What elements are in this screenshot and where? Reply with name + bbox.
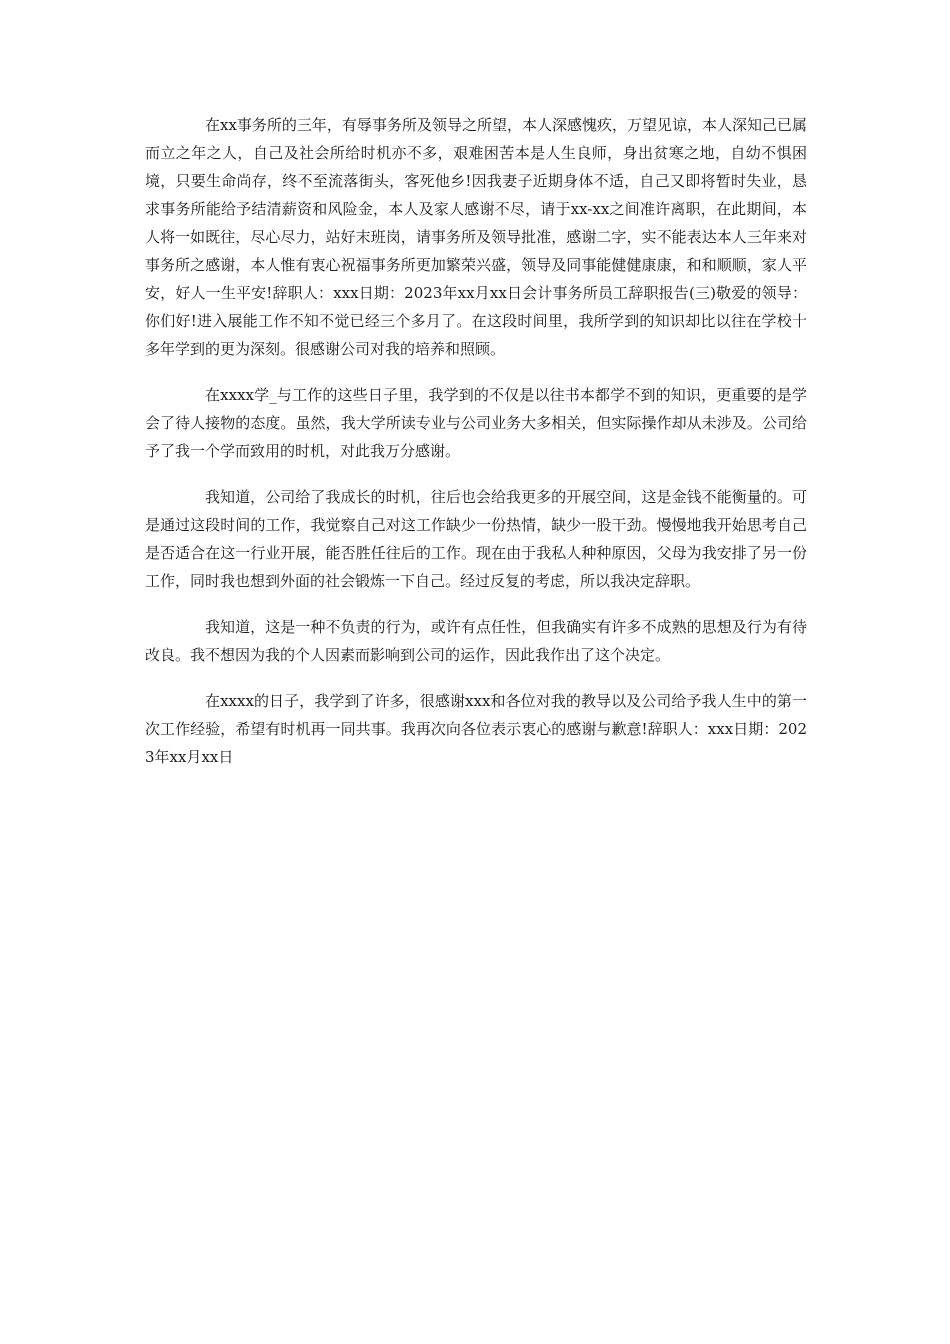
paragraph-2: 在xxxx学_与工作的这些日子里，我学到的不仅是以往书本都学不到的知识，更重要的是学会了待人接物的态度。虽然，我大学所读专业与公司业务大多相关，但实际操作却从未涉及。公司给予了我一个学而致用的时机，对此我万分感谢。 (145, 386, 807, 460)
paragraph-5: 在xxxx的日子，我学到了许多，很感谢xxx和各位对我的教导以及公司给予我人生中的第一次工作经验，希望有时机再一同共事。我再次向各位表示衷心的感谢与歉意!辞职人：xxx日期：2023年xx月xx日 (145, 692, 807, 766)
paragraph-4: 我知道，这是一种不负责的行为，或许有点任性，但我确实有许多不成熟的思想及行为有待改良。我不想因为我的个人因素而影响到公司的运作，因此我作出了这个决定。 (145, 618, 807, 664)
paragraph-3: 我知道，公司给了我成长的时机，往后也会给我更多的开展空间，这是金钱不能衡量的。可是通过这段时间的工作，我觉察自己对这工作缺少一份热情，缺少一股干劲。慢慢地我开始思考自己是否适合在这一行业开展，能否胜任往后的工作。现在由于我私人种种原因，父母为我安排了另一份工作，同时我也想到外面的社会锻炼一下自己。经过反复的考虑，所以我决定辞职。 (145, 488, 807, 590)
document-body (145, 111, 846, 771)
paragraph-1: 在xx事务所的三年，有辱事务所及领导之所望，本人深感愧疚，万望见谅，本人深知己已属而立之年之人，自己及社会所给时机亦不多，艰难困苦本是人生良师，身出贫寒之地，自幼不惧困境，只要生命尚存，终不至流落街头，客死他乡!因我妻子近期身体不适，自己又即将暂时失业，恳求事务所能给予结清薪资和风险金，本人及家人感谢不尽，请于xx-xx之间准许离职，在此期间，本人将一如既往，尽心尽力，站好末班岗，请事务所及领导批准，感谢二字，实不能表达本人三年来对事务所之感谢，本人惟有衷心祝福事务所更加繁荣兴盛，领导及同事能健健康康，和和顺顺，家人平安，好人一生平安!辞职人：xxx日期：2023年xx月xx日会计事务所员工辞职报告(三)敬爱的领导： 你们好!进入展能工作不知不觉已经三个多月了。在这段时间里，我所学到的知识却比以往在学校十多年学到的更为深刻。很感谢公司对我的培养和照顾。 (145, 116, 846, 358)
